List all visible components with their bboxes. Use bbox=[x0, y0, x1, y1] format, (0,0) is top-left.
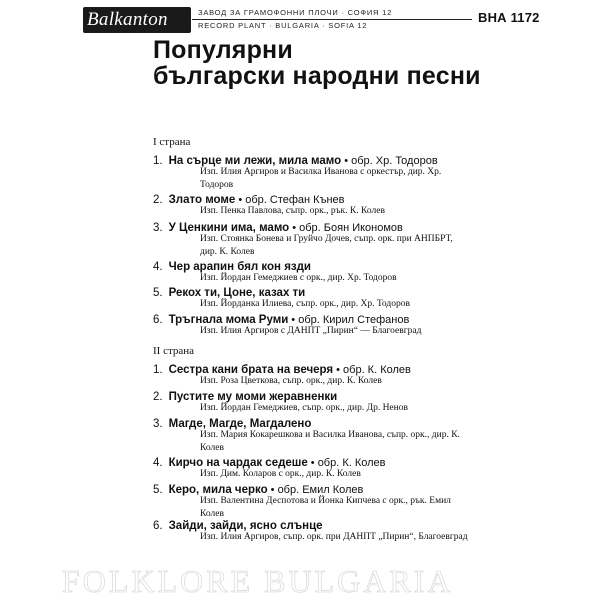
performer-credit: Изп. Дим. Коларов с орк., дир. К. Колев bbox=[200, 469, 361, 479]
song-title: Керо, мила черко bbox=[168, 484, 268, 496]
track-number: 3. bbox=[153, 418, 163, 430]
performer-credit: Изп. Илия Аргиров с ДАНПТ „Пирин“ — Благоевград bbox=[200, 326, 422, 336]
arranger: • обр. К. Колев bbox=[336, 364, 411, 376]
song-title: Тръгнала мома Руми bbox=[168, 314, 289, 326]
header-divider bbox=[192, 19, 472, 20]
performer-credit: Изп. Стоянка Бонева и Груйчо Дочев, съпр. орк. при АНПБРТ, дир. К. Колев bbox=[200, 234, 453, 257]
performer-credit: Изп. Илия Аргиров, съпр. орк. при ДАНПТ „Пирин“, Благоевград bbox=[200, 532, 468, 542]
arranger: • обр. К. Колев bbox=[310, 457, 386, 469]
performer-credit: Изп. Йордан Гемеджиев с орк., дир. Хр. Тодоров bbox=[200, 273, 397, 283]
performer-credit: Изп. Валентина Деспотова и Йонка Кипчева с орк., рък. Емил Колев bbox=[200, 496, 451, 519]
album-title-line2: български народни песни bbox=[153, 62, 481, 90]
performer-credit: Изп. Йордан Гемеджиев, съпр. орк., дир. Др. Ненов bbox=[200, 403, 408, 413]
arranger: • обр. Емил Колев bbox=[270, 484, 364, 496]
track-number: 6. bbox=[153, 314, 163, 326]
side-2-label: II страна bbox=[153, 345, 195, 357]
balkanton-logo: Balkanton bbox=[83, 7, 191, 33]
song-title: Зайди, зайди, ясно слънце bbox=[168, 520, 323, 532]
song-title: Злато моме bbox=[168, 194, 236, 206]
performer-credit: Изп. Мария Кокарешкова и Василка Иванова, съпр. орк., дир. К. Колев bbox=[200, 430, 460, 453]
song-title: На сърце ми лежи, мила мамо bbox=[168, 155, 342, 167]
song-title: Кирчо на чардак седеше bbox=[168, 457, 308, 469]
track-number: 3. bbox=[153, 222, 163, 234]
track-number: 5. bbox=[153, 287, 163, 299]
arranger: • обр. Стефан Кънев bbox=[238, 194, 345, 206]
plant-name-en: RECORD PLANT · BULGARIA · SOFIA 12 bbox=[198, 21, 368, 30]
song-title: Пустите му моми жеравненки bbox=[168, 391, 338, 403]
performer-credit: Изп. Илия Аргиров и Василка Иванова с оркестър, дир. Хр. Тодоров bbox=[200, 167, 442, 190]
track-number: 1. bbox=[153, 364, 163, 376]
track-number: 6. bbox=[153, 520, 163, 532]
arranger: • обр. Боян Икономов bbox=[292, 222, 403, 234]
song-title: У Ценкини има, мамо bbox=[168, 222, 290, 234]
arranger: • обр. Кирил Стефанов bbox=[291, 314, 410, 326]
catalog-number: ВНА 1172 bbox=[478, 10, 540, 25]
arranger: • обр. Хр. Тодоров bbox=[344, 155, 438, 167]
track-number: 1. bbox=[153, 155, 163, 167]
site-watermark: FOLKLORE BULGARIA bbox=[62, 563, 454, 599]
song-title: Магде, Магде, Магдалено bbox=[168, 418, 312, 430]
performer-credit: Изп. Пенка Павлова, съпр. орк., рък. К. Колев bbox=[200, 206, 385, 216]
album-title-line1: Популярни bbox=[153, 36, 293, 64]
track-number: 4. bbox=[153, 261, 163, 273]
track-number: 2. bbox=[153, 391, 163, 403]
plant-name-bg: ЗАВОД ЗА ГРАМОФОННИ ПЛОЧИ · СОФИЯ 12 bbox=[198, 8, 393, 17]
record-header bbox=[0, 0, 600, 40]
performer-credit: Изп. Йорданка Илиева, съпр. орк., дир. Хр. Тодоров bbox=[200, 299, 410, 309]
track-number: 2. bbox=[153, 194, 163, 206]
performer-credit: Изп. Роза Цветкова, съпр. орк., дир. К. Колев bbox=[200, 376, 382, 386]
track-number: 5. bbox=[153, 484, 163, 496]
song-title: Сестра кани брата на вечеря bbox=[168, 364, 334, 376]
side-1-label: I страна bbox=[153, 136, 191, 148]
song-title: Чер арапин бял кон язди bbox=[168, 261, 311, 273]
track-number: 4. bbox=[153, 457, 163, 469]
song-title: Рекох ти, Цоне, казах ти bbox=[168, 287, 306, 299]
